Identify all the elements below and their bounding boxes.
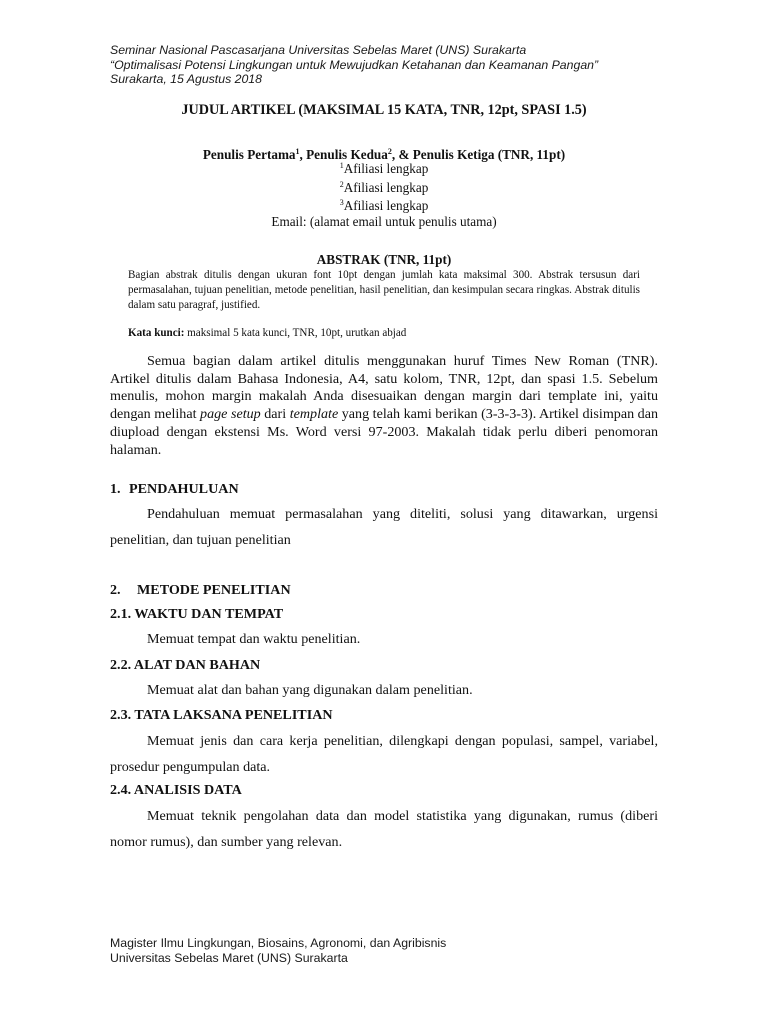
subsection-heading-analisis-data: 2.4. ANALISIS DATA xyxy=(110,782,242,798)
subsection-body-analisis-data: Memuat teknik pengolahan data dan model statistika yang digunakan, rumus (diberi nomor rumus), dan sumber yang relevan. xyxy=(110,808,658,850)
affiliation-sup: 1 xyxy=(339,161,344,170)
intro-italic-template: template xyxy=(289,406,339,423)
affiliation-sup: 3 xyxy=(339,198,344,207)
affiliation-line xyxy=(0,177,768,196)
author-separator: , xyxy=(299,147,307,162)
subsection-heading-alat-bahan: 2.2. ALAT DAN BAHAN xyxy=(110,657,261,673)
section-number: 1. xyxy=(110,481,121,497)
affiliation-sup: 2 xyxy=(339,179,344,189)
subsection-body-waktu-tempat: Memuat tempat dan waktu penelitian. xyxy=(147,631,361,647)
affiliation-line xyxy=(0,195,768,214)
author-first: Penulis Pertama xyxy=(202,147,296,162)
section-heading-pendahuluan xyxy=(110,480,239,498)
section-body-pendahuluan: Pendahuluan memuat permasalahan yang diteliti, solusi yang ditawarkan, urgensi penelitian, dan tujuan penelitian xyxy=(110,506,658,548)
subsection-heading-tata-laksana: 2.3. TATA LAKSANA PENELITIAN xyxy=(110,707,333,723)
author-first-sup: 1 xyxy=(295,147,300,156)
subsection-heading-waktu-tempat: 2.1. WAKTU DAN TEMPAT xyxy=(110,606,284,622)
abstract-heading: ABSTRAK (TNR, 11pt) xyxy=(316,252,452,267)
intro-text: yang telah kami berikan (3-3-3-3). Artikel disimpan dan diupload dengan ekstensi Ms. Word versi 97-2003. Makalah tidak perlu diberi penomoran halaman. xyxy=(110,406,659,458)
keywords xyxy=(128,326,406,341)
intro-italic-page-setup: page setup xyxy=(200,406,261,423)
affiliations xyxy=(0,158,768,229)
affiliation-text: Afiliasi lengkap xyxy=(343,161,429,176)
section-heading-metode xyxy=(110,581,291,599)
section-title: PENDAHULUAN xyxy=(129,481,239,497)
author-email: Email: (alamat email untuk penulis utama) xyxy=(271,213,497,229)
section-number: 2. xyxy=(110,582,121,598)
abstract-body: Bagian abstrak ditulis dengan ukuran font 10pt dengan jumlah kata maksimal 300. Abstrak tersusun dari permasalahan, tujuan penelitian, metode penelitian, hasil penelitian, dan kesimpulan secara ringkas. Abstrak ditulis dalam satu paragraf, justified. xyxy=(128,269,640,311)
header-seminar-name: Seminar Nasional Pascasarjana Universitas Sebelas Maret (UNS) Surakarta xyxy=(110,43,527,57)
author-separator: , & xyxy=(391,147,413,162)
author-second-sup: 2 xyxy=(387,147,392,156)
subsection-body-alat-bahan: Memuat alat dan bahan yang digunakan dalam penelitian. xyxy=(147,682,473,698)
footer-university: Universitas Sebelas Maret (UNS) Surakarta xyxy=(110,950,348,965)
affiliation-text: Afiliasi lengkap xyxy=(343,198,429,213)
running-footer xyxy=(110,936,446,965)
intro-paragraph xyxy=(110,353,658,459)
author-second: Penulis Kedua xyxy=(306,147,388,162)
article-title: JUDUL ARTIKEL (MAKSIMAL 15 KATA, TNR, 12pt, SPASI 1.5) xyxy=(181,102,587,118)
keywords-text: maksimal 5 kata kunci, TNR, 10pt, urutkan abjad xyxy=(184,327,407,339)
affiliation-text: Afiliasi lengkap xyxy=(343,179,429,195)
intro-text: Semua bagian dalam artikel ditulis menggunakan huruf Times New Roman (TNR). Artikel ditulis dalam Bahasa Indonesia, A4, satu kolom, TNR, 12pt, dan spasi 1.5. Sebelum menulis, mohon margin makalah Anda disesuaikan dengan margin dari template ini, yaitu dengan melihat xyxy=(110,353,658,423)
intro-text: dari xyxy=(260,406,290,423)
section-title: METODE PENELITIAN xyxy=(137,582,291,598)
running-header xyxy=(110,43,598,87)
affiliation-line xyxy=(0,158,768,177)
keywords-label: Kata kunci: xyxy=(128,327,185,339)
header-date: Surakarta, 15 Agustus 2018 xyxy=(110,72,262,86)
author-third: Penulis Ketiga (TNR, 11pt) xyxy=(412,147,566,162)
header-seminar-theme: “Optimalisasi Potensi Lingkungan untuk Mewujudkan Ketahanan dan Keamanan Pangan” xyxy=(110,57,599,72)
footer-program: Magister Ilmu Lingkungan, Biosains, Agronomi, dan Agribisnis xyxy=(110,936,447,950)
subsection-body-tata-laksana: Memuat jenis dan cara kerja penelitian, dilengkapi dengan populasi, sampel, variabel, prosedur pengumpulan data. xyxy=(110,733,658,775)
